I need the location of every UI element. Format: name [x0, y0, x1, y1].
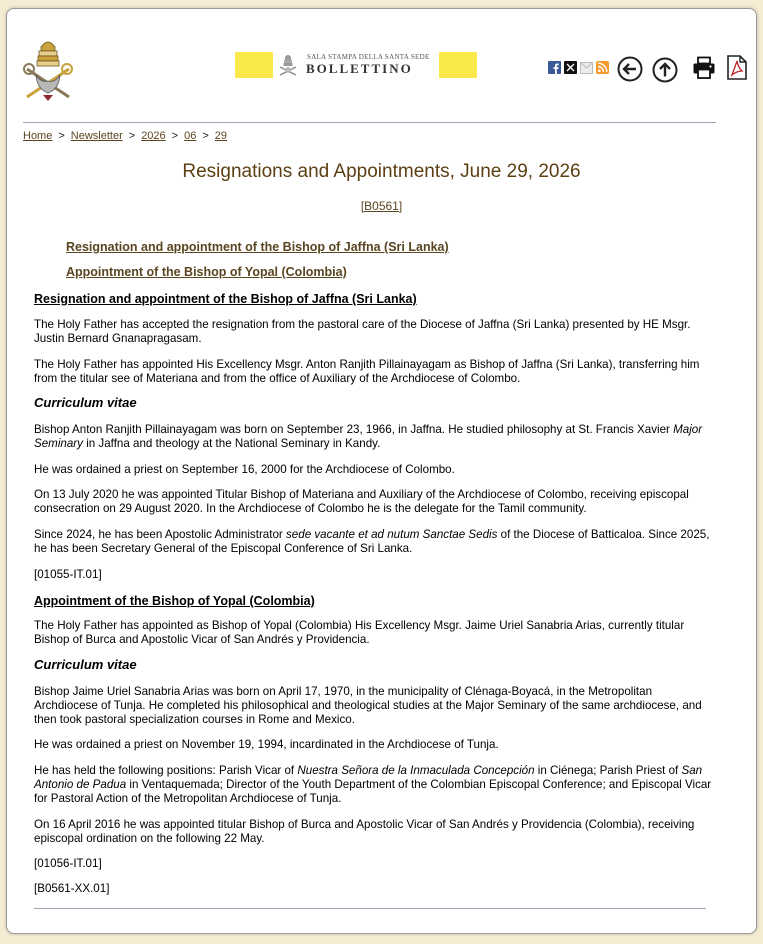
paragraph: On 16 April 2016 he was appointed titular Bishop of Burca and Apostolic Vicar of San Andrés y Providencia (Colombia), receiving episcopal ordination on the following 22 May. [34, 818, 695, 845]
italic-text: San Antonio de Padua [34, 764, 703, 791]
reference-code: [B0561-XX.01] [34, 882, 110, 895]
page-title: Resignations and Appointments, June 29, 2026 [182, 161, 581, 182]
paragraph: The Holy Father has appointed as Bishop of Yopal (Colombia) His Excellency Msgr. Jaime Uriel Sanabria Arias, currently titular Bishop of Burca and Apostolic Vicar of San Andrés y Providencia. [34, 619, 685, 646]
paragraph: The Holy Father has accepted the resignation from the pastoral care of the Diocese of Jaffna (Sri Lanka) presented by HE Msgr. Justin Bernard Gnanapragasam. [34, 318, 691, 345]
text-span: Bishop Anton Ranjith Pillainayagam was born on September 23, 1966, in Jaffna. He studied philosophy at St. Francis Xavier [34, 423, 674, 436]
toc-link-yopal[interactable]: Appointment of the Bishop of Yopal (Colombia) [66, 265, 347, 279]
breadcrumb-separator: > [58, 130, 65, 142]
banner-press-office-text: SALA STAMPA DELLA SANTA SEDE [307, 53, 430, 61]
text-span: He has held the following positions: Parish Vicar of [34, 764, 298, 777]
breadcrumb [23, 130, 227, 142]
italic-text: Major Seminary [34, 423, 703, 450]
section-title-yopal: Appointment of the Bishop of Yopal (Colombia) [34, 594, 315, 608]
breadcrumb-year-link[interactable]: 2026 [141, 130, 166, 142]
curriculum-vitae-heading: Curriculum vitae [34, 657, 137, 672]
bulletin-code-link[interactable]: [B0561] [360, 199, 403, 213]
text-span: of the Diocese of Batticaloa. Since 2025, he has been Secretary General of the Episcopal Conference of Sri Lanka. [34, 528, 710, 555]
breadcrumb-month-link[interactable]: 06 [184, 130, 197, 142]
paragraph: On 13 July 2020 he was appointed Titular Bishop of Materiana and Auxiliary of the Archdiocese of Colombo, receiving episcopal consecration on 29 August 2020. In the Archdiocese of Colombo he is the delegate for the Tamil community. [34, 488, 689, 515]
breadcrumb-day-link[interactable]: 29 [214, 130, 228, 142]
paragraph [34, 528, 718, 556]
paragraph: The Holy Father has appointed His Excellency Msgr. Anton Ranjith Pillainayagam as Bishop of Jaffna (Sri Lanka), transferring him from the titular see of Materiana and from the office of Auxiliary of the Archdiocese of Colombo. [34, 358, 700, 385]
pdf-icon[interactable] [726, 55, 748, 80]
up-arrow-icon[interactable] [652, 57, 678, 83]
banner-yellow-block-left [235, 52, 273, 78]
paragraph: He was ordained a priest on September 16, 2000 for the Archdiocese of Colombo. [34, 463, 455, 476]
text-span: in Ciénega; Parish Priest of [534, 764, 682, 777]
header-divider [23, 122, 716, 123]
paragraph [34, 423, 718, 451]
reference-code: [01055-IT.01] [34, 568, 102, 581]
text-span: in Jaffna and theology at the National Seminary in Kandy. [82, 437, 381, 450]
breadcrumb-separator: > [171, 130, 179, 142]
holy-see-emblem-icon [277, 54, 299, 76]
italic-text: Nuestra Señora de la Inmaculada Concepción [297, 764, 535, 777]
header [7, 9, 756, 121]
banner-title: BOLLETTINO [306, 61, 413, 76]
email-icon[interactable] [580, 62, 593, 74]
back-arrow-icon[interactable] [617, 56, 643, 82]
text-span: in Ventaquemada; Director of the Youth Department of the Colombian Episcopal Conference; and Episcopal Vicar for Pastoral Action of the Metropolitan Archdiocese of Tunja. [34, 778, 712, 805]
banner-yellow-block-right [439, 52, 477, 78]
page-container [6, 8, 757, 934]
bulletin-code [7, 199, 756, 213]
paragraph: He was ordained a priest on November 19, 1994, incardinated in the Archdiocese of Tunja. [34, 738, 499, 751]
section-title-jaffna: Resignation and appointment of the Bishop of Jaffna (Sri Lanka) [34, 292, 417, 306]
banner-center [273, 51, 439, 79]
paragraph: Bishop Jaime Uriel Sanabria Arias was born on April 17, 1970, in the municipality of Clénaga-Boyacá, in the Metropolitan Archdiocese of Tunja. He completed his philosophical and theological studies at the Major Seminary of the same archdiocese, and then took pastoral specialization courses in Rome and Mexico. [34, 685, 702, 726]
curriculum-vitae-heading: Curriculum vitae [34, 395, 137, 410]
toc-link-jaffna[interactable]: Resignation and appointment of the Bishop of Jaffna (Sri Lanka) [66, 240, 449, 254]
text-span: Since 2024, he has been Apostolic Administrator [34, 528, 286, 541]
bollettino-banner[interactable] [235, 51, 477, 79]
breadcrumb-separator: > [128, 130, 136, 142]
x-twitter-icon[interactable] [564, 61, 577, 74]
papal-crest-logo[interactable] [21, 39, 75, 103]
reference-code: [01056-IT.01] [34, 857, 102, 870]
breadcrumb-newsletter-link[interactable]: Newsletter [70, 130, 123, 142]
breadcrumb-home-link[interactable]: Home [23, 130, 53, 142]
rss-icon[interactable] [596, 61, 609, 74]
breadcrumb-separator: > [202, 130, 209, 142]
footer-divider [34, 908, 706, 909]
print-icon[interactable] [692, 56, 716, 80]
italic-text: sede vacante et ad nutum Sanctae Sedis [286, 528, 498, 541]
paragraph [34, 764, 718, 806]
facebook-icon[interactable] [548, 61, 561, 74]
